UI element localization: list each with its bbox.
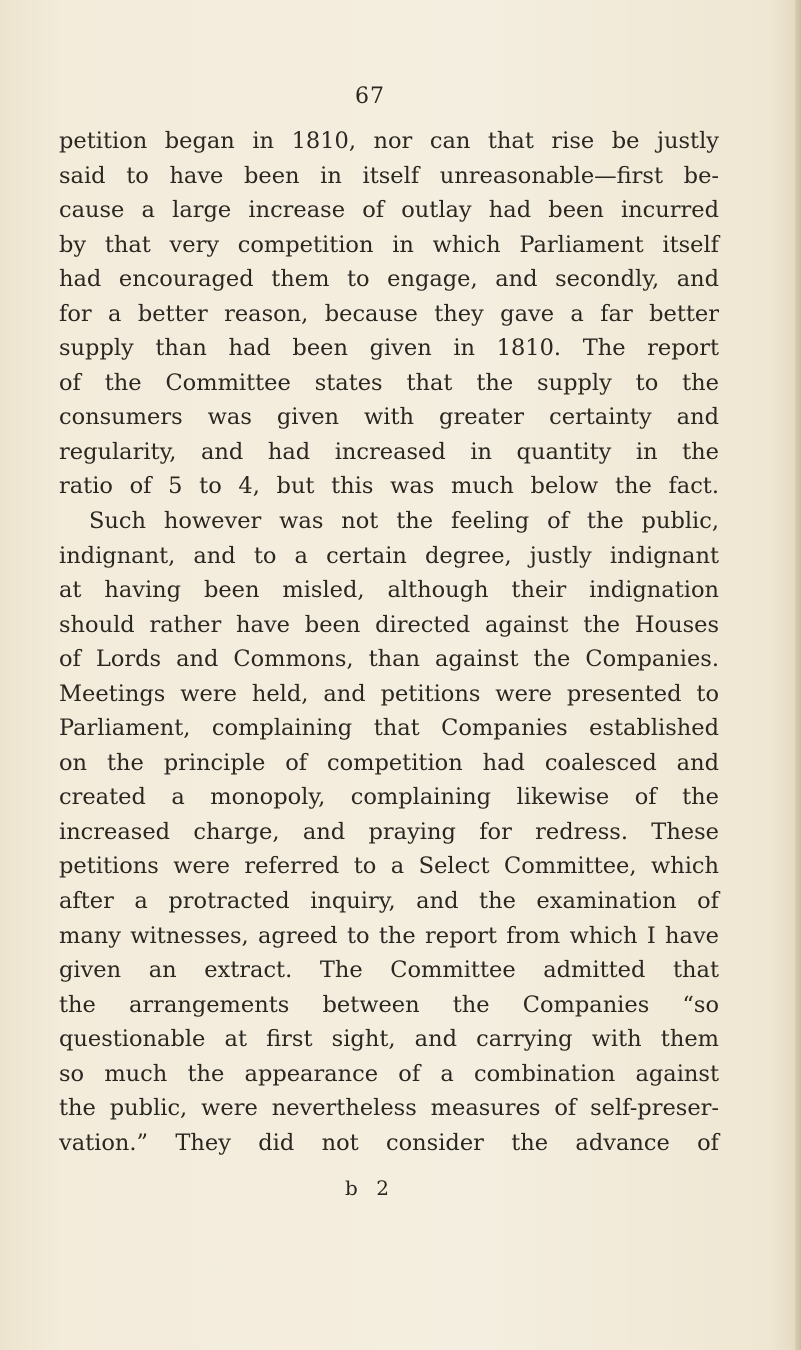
text-line: ratio of 5 to 4, but this was much below the fact. xyxy=(59,473,719,500)
text-line: should rather have been directed against the Houses xyxy=(59,611,719,638)
text-line: of Lords and Commons, than against the Companies. xyxy=(59,646,719,673)
text-line: after a protracted inquiry, and the examination of xyxy=(59,888,719,915)
text-line: so much the appearance of a combination against xyxy=(59,1060,719,1087)
text-line: created a monopoly, complaining likewise of the xyxy=(59,784,719,811)
text-line: Parliament, complaining that Companies established xyxy=(59,715,719,742)
page-number: 67 xyxy=(355,84,385,109)
page-edge-shadow xyxy=(795,0,801,1350)
body-text xyxy=(59,124,719,1160)
text-line: for a better reason, because they gave a far better xyxy=(59,300,719,327)
text-line: by that very competition in which Parliament itself xyxy=(59,231,719,258)
text-line: many witnesses, agreed to the report from which I have xyxy=(59,922,719,949)
text-line: said to have been in itself unreasonable—first be- xyxy=(59,162,719,189)
text-line: the public, were nevertheless measures of self-preser- xyxy=(59,1095,719,1122)
text-line: consumers was given with greater certainty and xyxy=(59,404,719,431)
text-line: the arrangements between the Companies “so xyxy=(59,991,719,1018)
text-line: on the principle of competition had coalesced and xyxy=(59,749,719,776)
text-line: regularity, and had increased in quantity in the xyxy=(59,438,719,465)
text-line: at having been misled, although their indignation xyxy=(59,577,719,604)
text-line: given an extract. The Committee admitted that xyxy=(59,957,719,984)
text-line-paragraph-start: Such however was not the feeling of the public, xyxy=(89,508,719,535)
text-line: vation.” They did not consider the advance of xyxy=(59,1129,719,1156)
text-line: increased charge, and praying for redress. These xyxy=(59,818,719,845)
text-line: Meetings were held, and petitions were presented to xyxy=(59,680,719,707)
text-line: cause a large increase of outlay had been incurred xyxy=(59,197,719,224)
text-line: indignant, and to a certain degree, justly indignant xyxy=(59,542,719,569)
text-line: supply than had been given in 1810. The report xyxy=(59,335,719,362)
text-line: had encouraged them to engage, and secondly, and xyxy=(59,266,719,293)
text-line: petitions were referred to a Select Committee, which xyxy=(59,853,719,880)
signature-mark: b 2 xyxy=(345,1176,395,1200)
text-line: petition began in 1810, nor can that rise be justly xyxy=(59,128,719,154)
text-line: questionable at first sight, and carrying with them xyxy=(59,1026,719,1053)
text-line: of the Committee states that the supply to the xyxy=(59,369,719,396)
